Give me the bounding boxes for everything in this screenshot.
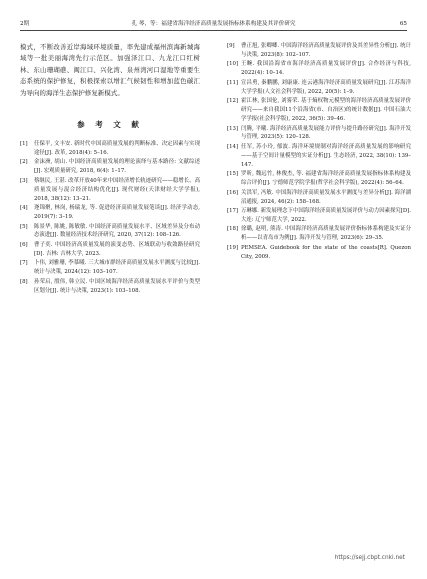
reference-item bbox=[227, 244, 411, 262]
reference-item bbox=[227, 143, 411, 170]
references-list-left bbox=[20, 140, 200, 296]
reference-number: [17] bbox=[227, 208, 239, 215]
reference-number: [3] bbox=[20, 177, 28, 184]
reference-number: [7] bbox=[20, 260, 28, 267]
reference-text: 万琳娜. 新发展理念下中国海洋经济高质量发展评价与动力因素探究[D]. 大连: 辽宁师范大学, 2022. bbox=[241, 208, 411, 223]
reference-text: 任军, 苏小玲, 郁波. 海洋环境规制对海洋经济高质量发展的影响研究——基于空间计量模型的实证分析[J]. 生态经济, 2022, 38(10): 139–147. bbox=[241, 143, 411, 168]
reference-number: [13] bbox=[227, 125, 239, 132]
reference-item bbox=[20, 158, 200, 176]
body-paragraph: 模式，不断改善近岸海域环境质量，率先建成福州滨海新城海域等一批美丽海湾先行示范区。加强泽江口、九龙江口红树林、东山珊瑚礁、闽江口、兴化湾、泉州湾河口湿地等重要生态系统的保护修复，积极探索以增汇气候韧性和增加蓝色碳汇为导向的海洋生态保护修复新模式。 bbox=[20, 43, 200, 97]
reference-text: 王畹. 我国沿海省市海洋经济高质量发展评价[J]. 合作经济与科技, 2022(4): 10–14. bbox=[241, 61, 411, 77]
reference-item bbox=[20, 177, 200, 204]
reference-text: 罗昕, 魏远竹, 林俊杰, 等. 福建省海洋经济高质量发展指标体系构建及综合评价[J]. 宁德师范学院学报(哲学社会科学版), 2022(4): 56–64. bbox=[241, 171, 411, 187]
reference-text: 闫腾, 平曦. 海洋经济高质量发展能力评价与提升路径研究[J]. 海洋开发与管理, 2023(5): 120–128. bbox=[241, 125, 411, 141]
source-url-watermark: https://sejj.cbpt.cnki.net bbox=[334, 555, 405, 561]
reference-item bbox=[227, 225, 411, 243]
reference-text: PEMSEA. Guidebook for the state of the coasts[R]. Quezon City, 2009. bbox=[241, 244, 411, 260]
reference-text: 关洪军, 冯敏. 中国海洋经济高质量发展水平测度与差异分析[J]. 海洋湖沼通报, 2024, 46(2): 158–168. bbox=[241, 189, 411, 205]
reference-text: 曹正旭, 张卿卿. 中国海洋经济高质量发展评价及其差异性分析[J]. 统计与决策, 2023(8): 102–107. bbox=[241, 43, 411, 58]
reference-item bbox=[20, 204, 200, 222]
left-column bbox=[20, 42, 200, 296]
reference-number: [1] bbox=[20, 141, 28, 148]
reference-item bbox=[20, 140, 200, 158]
reference-item bbox=[20, 223, 200, 241]
reference-text: 曹子奕. 中国经济高质量发展的演变态势、区域联动与收敛路径研究[D]. 吉林: 吉林大学, 2023. bbox=[34, 241, 200, 257]
reference-item bbox=[20, 259, 200, 277]
reference-item bbox=[227, 60, 411, 78]
reference-item bbox=[227, 97, 411, 124]
running-header bbox=[20, 18, 407, 31]
reference-item bbox=[227, 207, 411, 225]
reference-number: [8] bbox=[20, 278, 28, 285]
reference-number: [15] bbox=[227, 171, 239, 178]
reference-number: [5] bbox=[20, 223, 28, 230]
reference-number: [14] bbox=[227, 143, 239, 150]
reference-number: [4] bbox=[20, 205, 28, 212]
issue-number: 2期 bbox=[20, 21, 30, 27]
reference-text: 霍江林, 张国伦, 刘雾荣. 基于熵权物元模型的海洋经济高质量发展评价研究——来自我国11个沿海省(市、自治区)的统计数据[J]. 中国石油大学学报(社会科学版), 2022, 36(5): 39–46. bbox=[241, 98, 411, 123]
reference-item bbox=[20, 278, 200, 296]
reference-text: 任保平, 文丰安. 新时代中国高质量发展的判断标准、决定因素与实现途径[J]. 改革, 2018(4): 5–16. bbox=[34, 141, 200, 156]
references-list-right bbox=[227, 42, 411, 262]
reference-number: [6] bbox=[20, 241, 28, 248]
reference-number: [2] bbox=[20, 159, 28, 166]
reference-number: [18] bbox=[227, 226, 239, 233]
reference-text: 孙荣启, 殷伟, 韩立民. 中国区域海洋经济高质量发展水平评价与类型区划分[J]. 统计与决策, 2023(1): 103–108. bbox=[34, 278, 200, 294]
reference-number: [9] bbox=[227, 43, 235, 49]
reference-item bbox=[227, 42, 411, 60]
reference-number: [12] bbox=[227, 98, 239, 105]
reference-text: 蔡继民, 王湛. 改革开放40年来中国经济增长轨迹研究——稳增长、高质量发展与混合经济结构优化[J]. 现代财经(天津财经大学学报), 2018, 38(12): 13–21. bbox=[34, 177, 200, 202]
right-column bbox=[227, 42, 411, 262]
references-heading: 参 考 文 献 bbox=[77, 120, 143, 130]
reference-number: [16] bbox=[227, 189, 239, 196]
reference-number: [11] bbox=[227, 79, 239, 86]
reference-number: [10] bbox=[227, 61, 239, 68]
running-title: 孔 琴，等：福建省海洋经济高质量发展指标体系构建及其评价研究 bbox=[131, 21, 296, 27]
reference-item bbox=[227, 170, 411, 188]
reference-text: 金沫洲, 胡山. 中国经济高质量发展的理论演绎与基本路径: 文献综述[J]. 宏观质量研究, 2018, 6(4): 1–17. bbox=[34, 159, 200, 175]
reference-text: 宣昌勇, 秦鹏鹏, 刘康康. 连云港海洋经济高质量发展研究[J]. 江苏海洋大学学报(人文社会科学版), 2022, 20(5): 1–9. bbox=[241, 79, 411, 95]
reference-item bbox=[227, 79, 411, 97]
reference-text: 逄锦聚, 林岗, 杨瑞龙, 等. 促进经济高质量发展笔谈[J]. 经济学动态, 2019(7): 3–19. bbox=[34, 205, 200, 221]
reference-text: 陈景华, 陈姚, 陈敏敏. 中国经济高质量发展水平、区域差异及分布动态演进[J]. 数量经济技术经济研究, 2020, 37(12): 108–126. bbox=[34, 223, 200, 239]
reference-text: 徐璐, 赵明, 熊涛. 中国海洋经济高质量发展评价指标体系构建及实证分析——以青岛市为例[J]. 海洋开发与管理, 2023(6): 29–35. bbox=[241, 226, 411, 242]
reference-number: [19] bbox=[227, 244, 239, 251]
page-number: 65 bbox=[399, 21, 407, 27]
reference-item bbox=[20, 241, 200, 259]
reference-item bbox=[227, 189, 411, 207]
reference-text: 卜伟, 刘雅珊, 李慕曦. 三大城市群经济高质量发展水平测度与比较[J]. 统计与决策, 2024(12): 103–107. bbox=[34, 260, 200, 276]
reference-item bbox=[227, 125, 411, 143]
